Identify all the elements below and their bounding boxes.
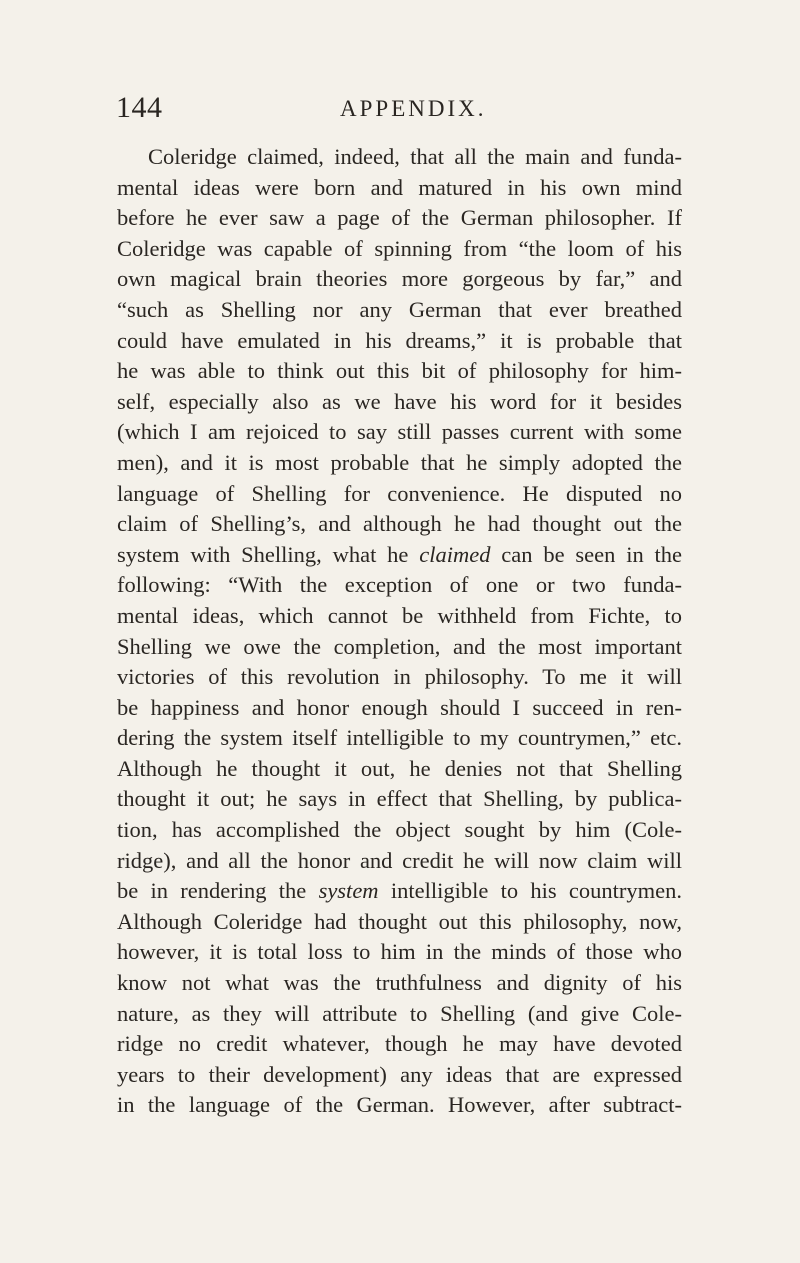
text-line: Although he thought it out, he denies not that Shelling [117, 755, 682, 781]
text-line: tion, has accomplished the object sought by him (Cole- [117, 817, 682, 843]
text-line: mental ideas were born and matured in his own mind [117, 174, 682, 200]
text-line: self, especially also as we have his word for it besides [117, 388, 682, 414]
text-line: ridge no credit whatever, though he may have devoted [117, 1031, 682, 1057]
page-number: 144 [116, 91, 163, 124]
text-line: be happiness and honor enough should I succeed in ren- [117, 694, 682, 720]
text-line: thought it out; he says in effect that Shelling, by publica- [117, 786, 682, 812]
text-line: however, it is total loss to him in the minds of those who [117, 939, 682, 965]
text-line: in the language of the German. However, after subtract- [117, 1092, 682, 1118]
text-line: Although Coleridge had thought out this philosophy, now, [117, 908, 682, 934]
text-line: “such as Shelling nor any German that ever breathed [117, 296, 682, 322]
text-line: nature, as they will attribute to Shelling (and give Cole- [117, 1000, 682, 1026]
italic-emphasis: system [318, 878, 379, 904]
text-line: language of Shelling for convenience. He disputed no [117, 480, 682, 506]
text-line: before he ever saw a page of the German philosopher. If [117, 205, 682, 231]
text-line: Shelling we owe the completion, and the most important [117, 633, 682, 659]
text-line: Coleridge was capable of spinning from “the loom of his [117, 235, 682, 261]
text-line: dering the system itself intelligible to my countrymen,” etc. [117, 725, 682, 751]
text-line: years to their development) any ideas that are expressed [117, 1061, 682, 1087]
text-line: could have emulated in his dreams,” it is probable that [117, 327, 682, 353]
text-fragment: system with Shelling, what he [117, 541, 409, 567]
text-line [117, 540, 682, 571]
text-line: mental ideas, which cannot be withheld from Fichte, to [117, 602, 682, 628]
text-line [117, 876, 682, 907]
text-fragment: intelligible to his countrymen. [390, 878, 683, 904]
text-line: men), and it is most probable that he simply adopted the [117, 449, 682, 475]
text-line: Coleridge claimed, indeed, that all the main and funda- [148, 144, 682, 169]
text-line: (which I am rejoiced to say still passes current with some [117, 419, 682, 445]
italic-emphasis: claimed [419, 541, 491, 567]
text-line: ridge), and all the honor and credit he will now claim will [117, 847, 682, 873]
text-line: know not what was the truthfulness and dignity of his [117, 970, 682, 996]
running-head [116, 88, 680, 128]
text-line: he was able to think out this bit of philosophy for him- [117, 358, 682, 384]
body-paragraph [117, 142, 682, 1121]
text-line: victories of this revolution in philosophy. To me it will [117, 664, 682, 690]
text-fragment: be in rendering the [117, 878, 307, 904]
text-line: own magical brain theories more gorgeous by far,” and [117, 266, 682, 292]
text-line: following: “With the exception of one or two funda- [117, 572, 682, 598]
text-line: claim of Shelling’s, and although he had thought out the [117, 511, 682, 537]
text-fragment: can be seen in the [501, 541, 683, 567]
running-title: APPENDIX. [340, 96, 487, 121]
